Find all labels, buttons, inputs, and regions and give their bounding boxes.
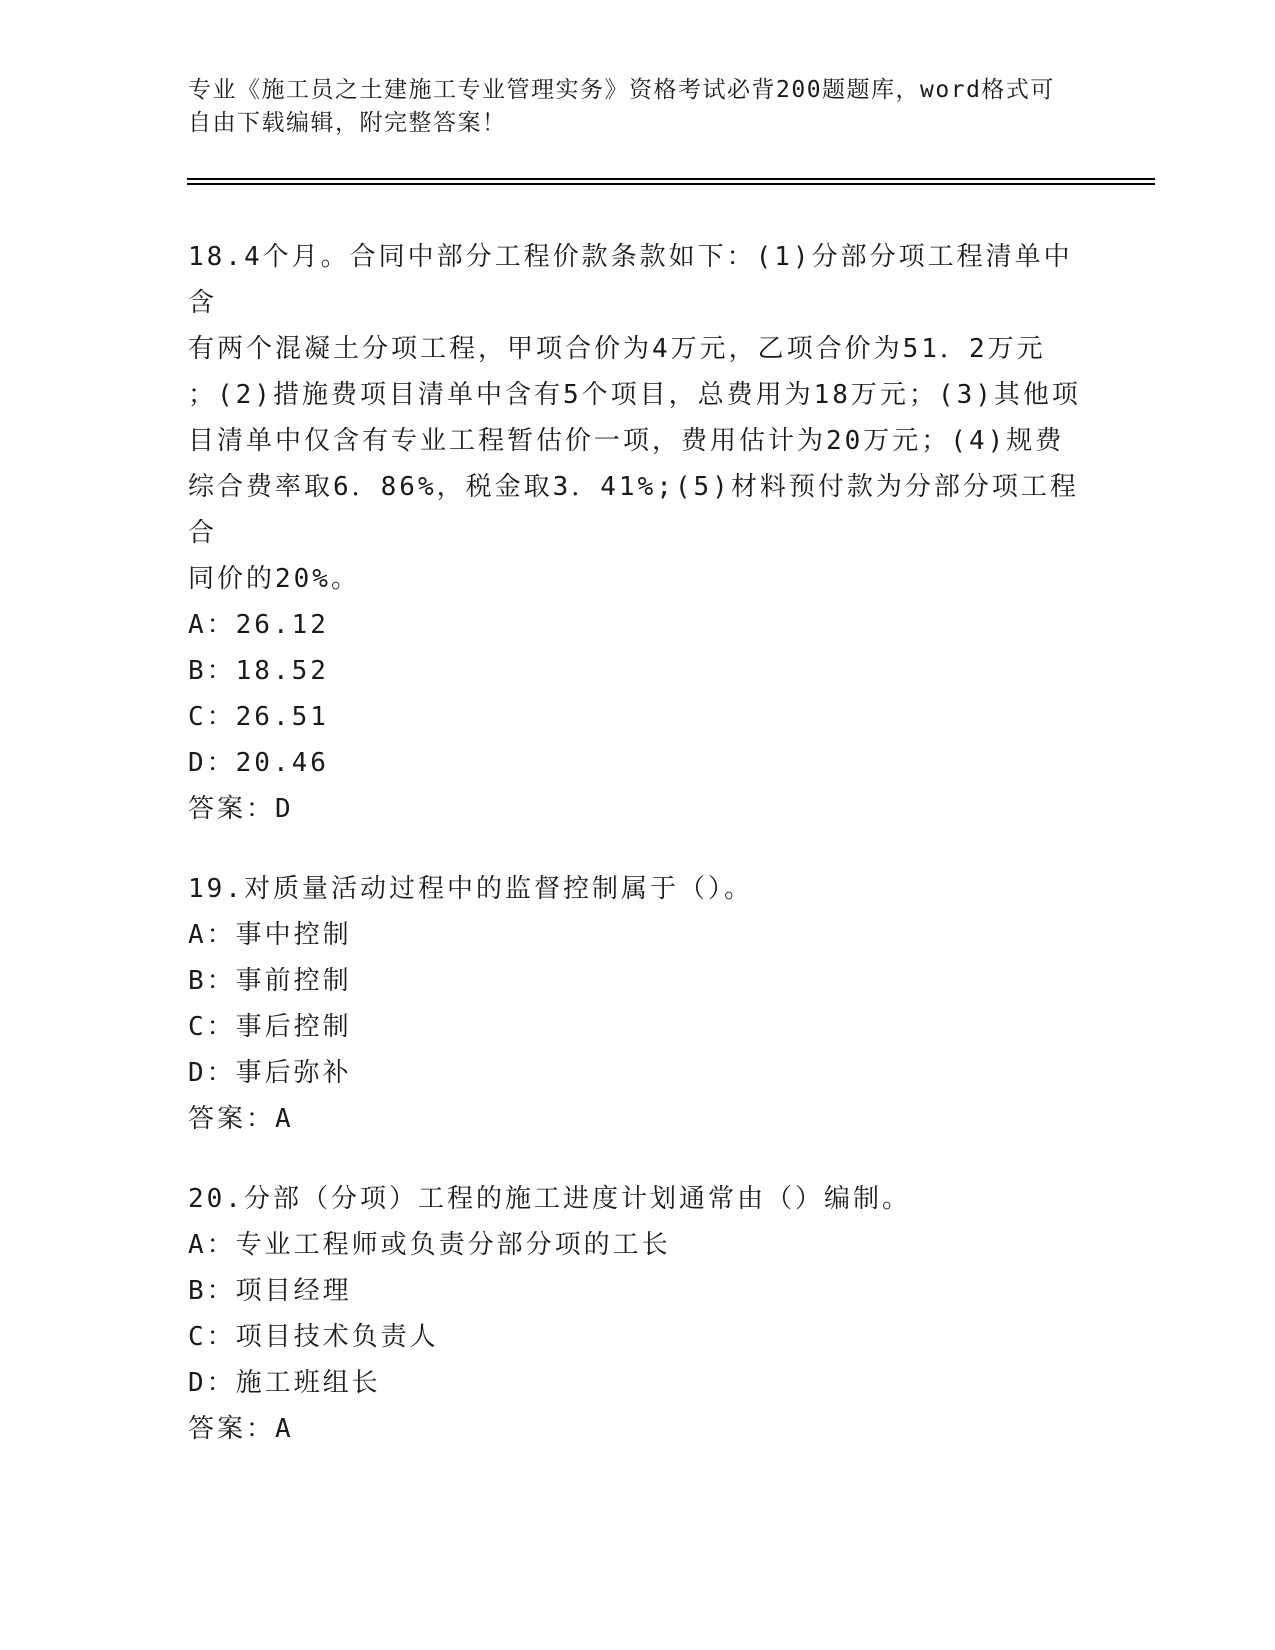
option-a: A：专业工程师或负责分部分项的工长 [188, 1230, 671, 1260]
answer: 答案：A [188, 1414, 294, 1444]
question-19 [188, 866, 1088, 1142]
question-line: 综合费率取6．86%，税金取3．41%;(5)材料预付款为分部分项工程合 [188, 472, 1079, 548]
option-c: C：项目技术负责人 [188, 1322, 439, 1352]
option-c: C：26.51 [188, 702, 329, 732]
answer: 答案：D [188, 794, 294, 824]
question-line: 20.分部（分项）工程的施工进度计划通常由（）编制。 [188, 1184, 911, 1214]
header-rule-top [187, 178, 1155, 180]
header-line-2: 自由下载编辑，附完整答案！ [188, 110, 507, 136]
question-line: 目清单中仅含有专业工程暂估价一项，费用估计为20万元；(4)规费 [188, 426, 1065, 456]
option-c: C：事后控制 [188, 1012, 352, 1042]
question-line: 同价的20%。 [188, 564, 360, 594]
option-d: D：施工班组长 [188, 1368, 381, 1398]
question-line: 有两个混凝土分项工程，甲项合价为4万元，乙项合价为51．2万元 [188, 334, 1046, 364]
answer: 答案：A [188, 1104, 294, 1134]
question-20 [188, 1176, 1088, 1452]
option-a: A：26.12 [188, 610, 329, 640]
question-line: 18.4个月。合同中部分工程价款条款如下：(1)分部分项工程清单中含 [188, 242, 1073, 318]
question-18 [188, 234, 1088, 832]
question-text [188, 234, 1088, 602]
option-d: D：20.46 [188, 748, 329, 778]
question-text [188, 866, 1088, 912]
question-text [188, 1176, 1088, 1222]
header-line-1: 专业《施工员之土建施工专业管理实务》资格考试必背200题题库，word格式可 [188, 77, 1055, 103]
option-b: B：18.52 [188, 656, 329, 686]
question-line: ；(2)措施费项目清单中含有5个项目，总费用为18万元；(3)其他项 [188, 380, 1081, 410]
header-rule-bottom [187, 183, 1155, 185]
option-d: D：事后弥补 [188, 1058, 352, 1088]
document-header [188, 74, 1088, 140]
question-line: 19.对质量活动过程中的监督控制属于（）。 [188, 874, 753, 904]
option-b: B：事前控制 [188, 966, 352, 996]
option-a: A：事中控制 [188, 920, 352, 950]
option-b: B：项目经理 [188, 1276, 352, 1306]
question-list [188, 234, 1088, 1486]
